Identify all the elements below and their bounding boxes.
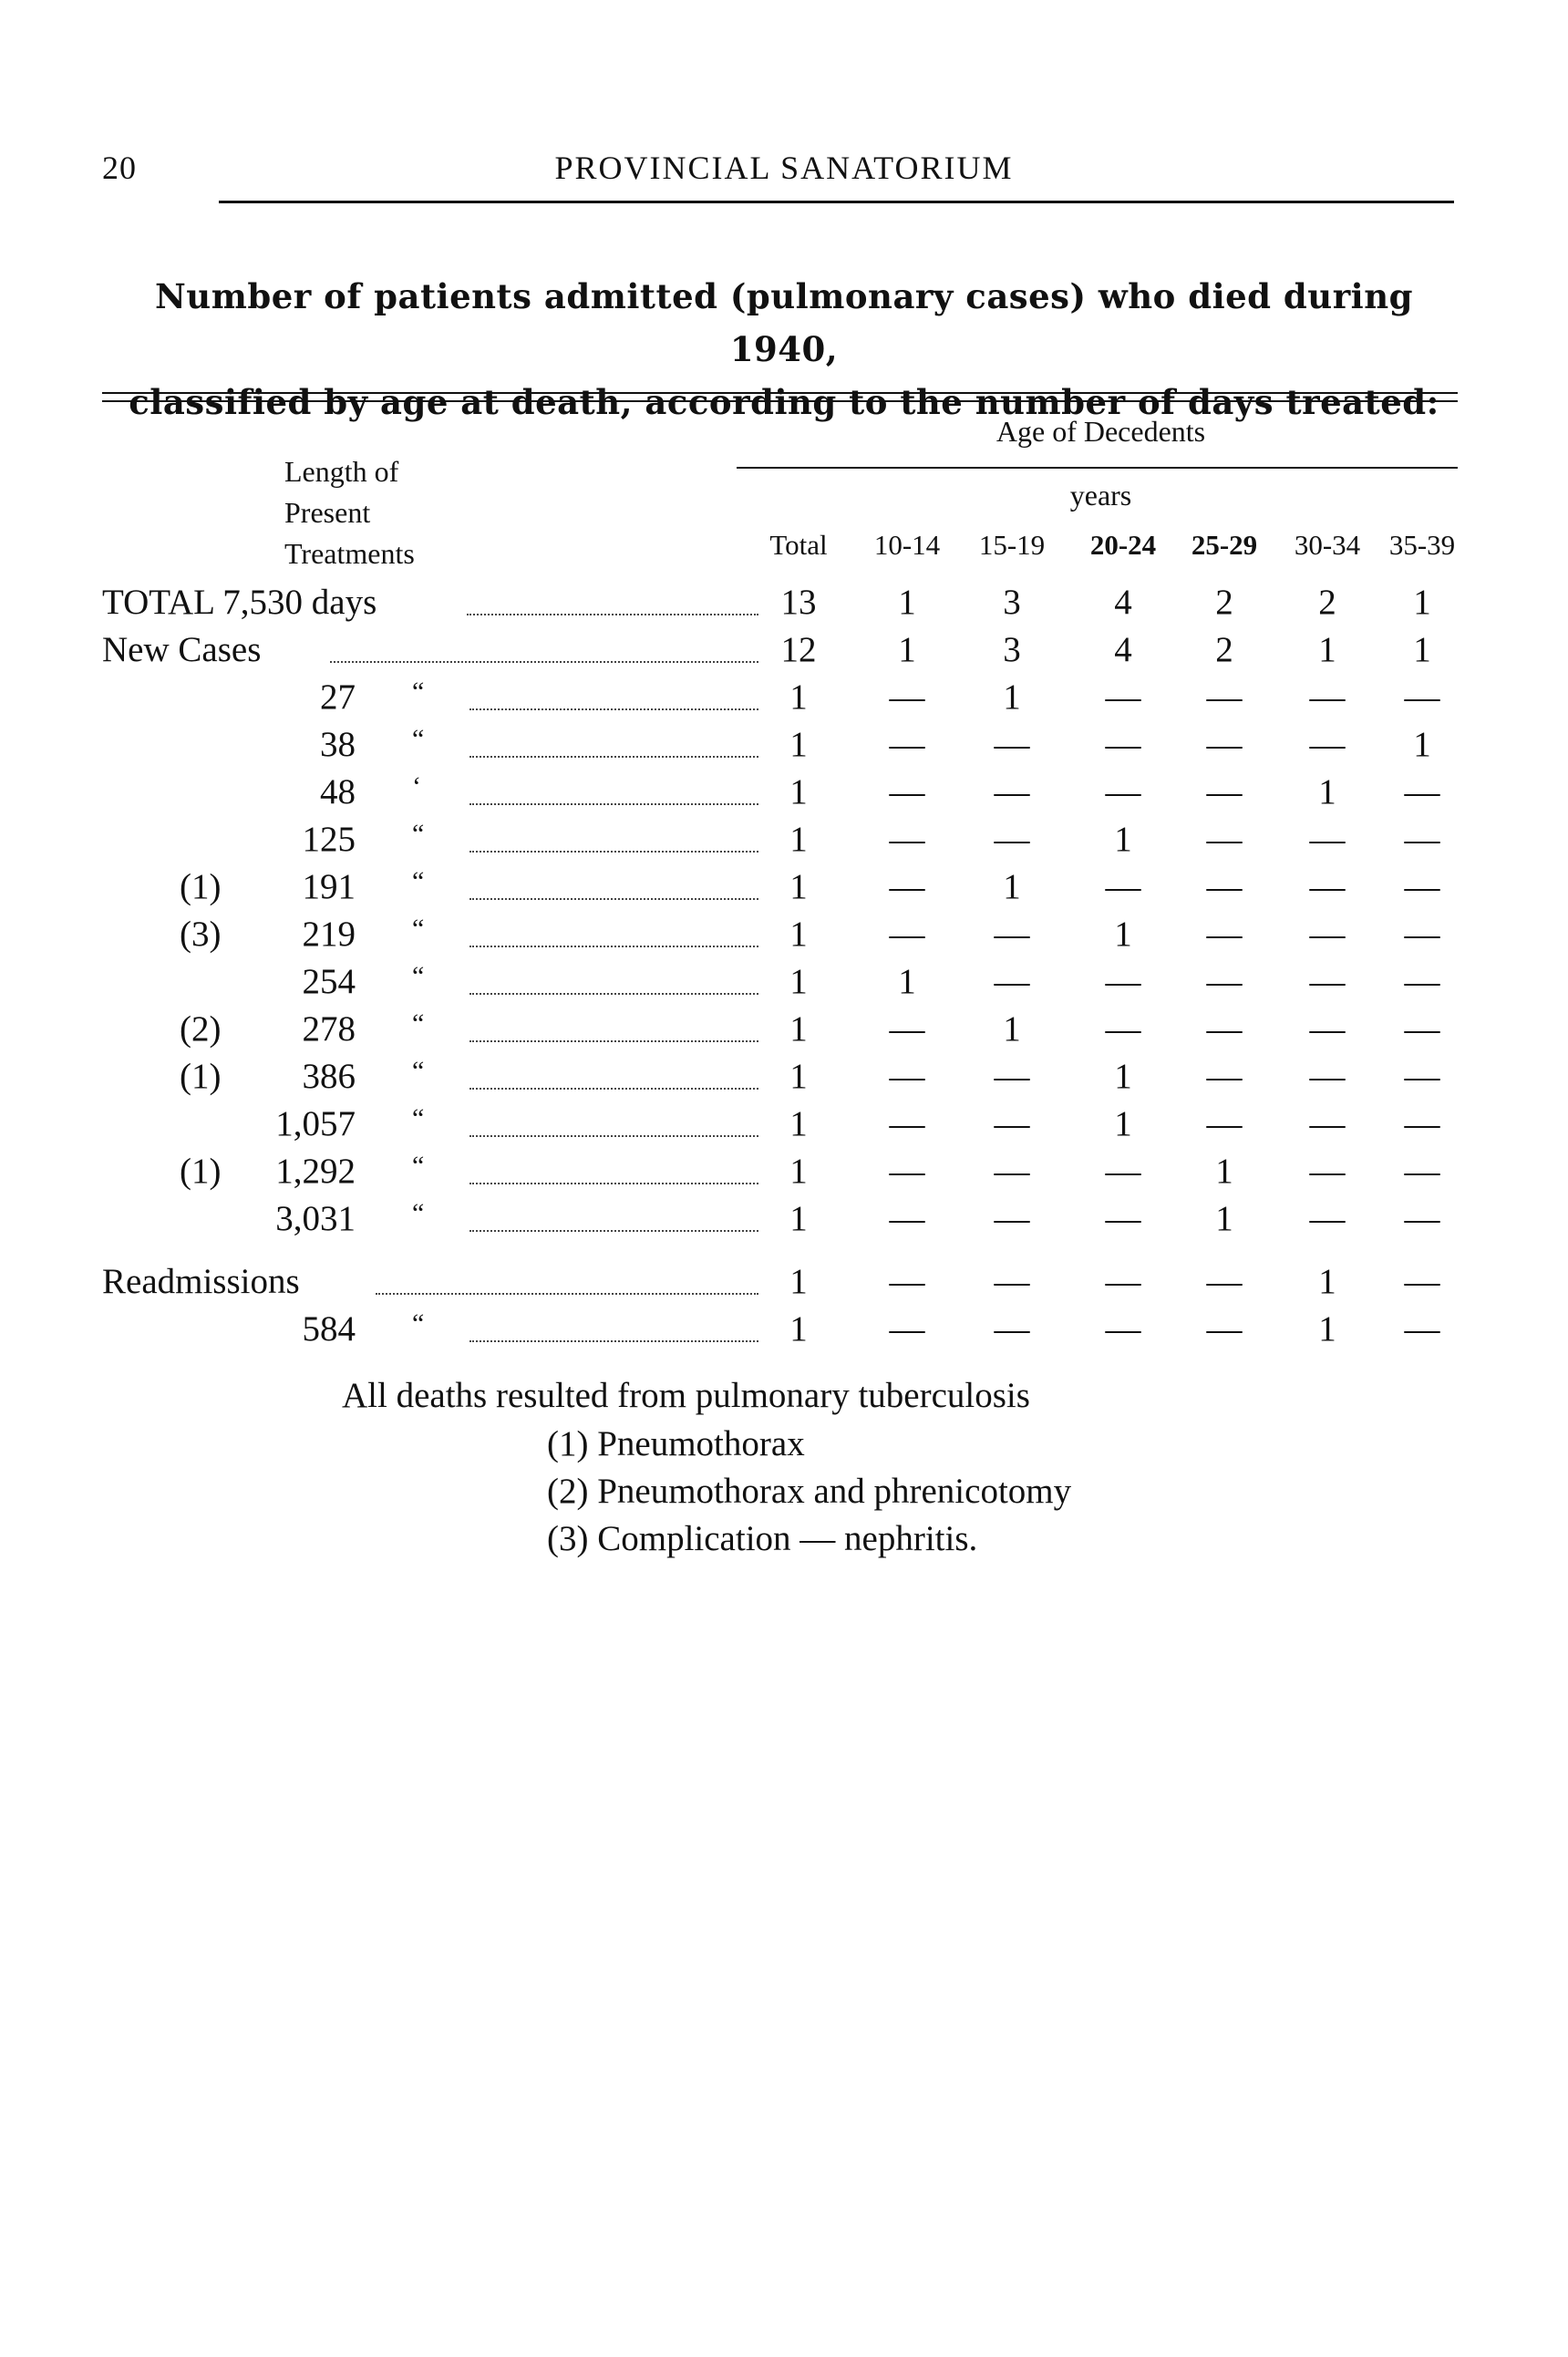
ditto-mark: “ [412, 961, 425, 991]
table-row [0, 1258, 1568, 1306]
cell-15-19: — [994, 1262, 1030, 1301]
cell-total: 1 [789, 772, 808, 812]
cell-25-29: — [1206, 1104, 1243, 1143]
cell-25-29: — [1206, 962, 1243, 1001]
cell-30-34: — [1309, 962, 1346, 1001]
cell-25-29: 1 [1215, 1199, 1233, 1238]
dot-leader [469, 849, 758, 853]
cell-15-19: — [994, 1152, 1030, 1191]
cell-30-34: — [1309, 677, 1346, 717]
row-days: 48 [320, 772, 356, 812]
cell-25-29: — [1206, 1009, 1243, 1049]
cell-35-39: 1 [1413, 583, 1431, 622]
cell-20-24: 1 [1114, 1057, 1132, 1096]
row-days: 1,057 [275, 1104, 356, 1143]
cell-35-39: — [1404, 962, 1440, 1001]
row-days: 219 [302, 915, 356, 954]
cell-10-14: — [889, 1262, 925, 1301]
row-days: 584 [302, 1309, 356, 1349]
cell-25-29: — [1206, 725, 1243, 764]
dot-leader [469, 1039, 758, 1042]
dot-leader [469, 1181, 758, 1184]
dot-leader [467, 612, 758, 615]
age-group-rule [737, 467, 1458, 469]
row-label: Readmissions [102, 1262, 300, 1301]
cell-20-24: 4 [1114, 630, 1132, 669]
table-row [0, 721, 1568, 769]
cell-35-39: — [1404, 1199, 1440, 1238]
cell-35-39: — [1404, 1057, 1440, 1096]
table-row [0, 911, 1568, 958]
cell-25-29: 1 [1215, 1152, 1233, 1191]
ditto-mark: “ [412, 1198, 425, 1228]
table-row [0, 1101, 1568, 1148]
cell-15-19: 3 [1003, 630, 1021, 669]
dot-leader [469, 1086, 758, 1090]
cell-35-39: — [1404, 772, 1440, 812]
cell-15-19: 1 [1003, 867, 1021, 906]
ditto-mark: “ [412, 677, 425, 707]
row-days: 38 [320, 725, 356, 764]
cell-30-34: 1 [1318, 772, 1336, 812]
table-caption [100, 270, 1468, 429]
dot-leader [330, 659, 758, 663]
cell-total: 1 [789, 677, 808, 717]
cell-30-34: 1 [1318, 1309, 1336, 1349]
cell-35-39: 1 [1413, 630, 1431, 669]
cell-total: 12 [780, 630, 817, 669]
ditto-mark: “ [412, 914, 425, 944]
row-days: 27 [320, 677, 356, 717]
cell-25-29: — [1206, 915, 1243, 954]
ditto-mark: “ [412, 1308, 425, 1339]
table-row [0, 1006, 1568, 1053]
column-header-35-39: 35-39 [1388, 529, 1456, 561]
column-header-20-24: 20-24 [1089, 529, 1157, 561]
cell-20-24: — [1105, 962, 1141, 1001]
cell-10-14: — [889, 1199, 925, 1238]
cell-20-24: 4 [1114, 583, 1132, 622]
cell-15-19: — [994, 772, 1030, 812]
row-label: New Cases [102, 630, 262, 669]
cell-30-34: — [1309, 1009, 1346, 1049]
table-row [0, 1053, 1568, 1101]
cell-35-39: — [1404, 915, 1440, 954]
cell-10-14: — [889, 1152, 925, 1191]
table-row [0, 769, 1568, 816]
cell-30-34: — [1309, 1057, 1346, 1096]
page-number: 20 [102, 150, 137, 186]
cell-25-29: — [1206, 1262, 1243, 1301]
cell-15-19: — [994, 820, 1030, 859]
row-days: 191 [302, 867, 356, 906]
ditto-mark: ‘ [412, 771, 421, 801]
cell-10-14: — [889, 915, 925, 954]
cell-total: 13 [780, 583, 817, 622]
table-row [0, 1306, 1568, 1353]
column-header-10-14: 10-14 [873, 529, 941, 561]
footnote-2: (2) Pneumothorax and phrenicotomy [547, 1472, 1072, 1511]
ditto-mark: “ [412, 1056, 425, 1086]
dot-leader [469, 1133, 758, 1137]
cell-15-19: 1 [1003, 677, 1021, 717]
ditto-mark: “ [412, 866, 425, 896]
dot-leader [469, 991, 758, 995]
ditto-mark: “ [412, 1008, 425, 1039]
cell-total: 1 [789, 725, 808, 764]
cell-20-24: — [1105, 867, 1141, 906]
cell-35-39: — [1404, 867, 1440, 906]
cell-10-14: — [889, 1057, 925, 1096]
cell-total: 1 [789, 1262, 808, 1301]
table-row [0, 1148, 1568, 1195]
dot-leader [469, 1228, 758, 1232]
cell-20-24: — [1105, 1199, 1141, 1238]
row-days: 386 [302, 1057, 356, 1096]
row-footnote-marker: (1) [180, 1152, 222, 1191]
header-rule [219, 201, 1454, 203]
ditto-mark: “ [412, 724, 425, 754]
cell-35-39: 1 [1413, 725, 1431, 764]
dot-leader [469, 801, 758, 805]
cell-25-29: — [1206, 677, 1243, 717]
cell-15-19: — [994, 1199, 1030, 1238]
stub-heading-line-3: Treatments [284, 537, 415, 570]
cell-10-14: 1 [898, 583, 916, 622]
cell-30-34: 1 [1318, 630, 1336, 669]
row-days: 125 [302, 820, 356, 859]
age-group-heading: Age of Decedents [995, 415, 1206, 448]
cell-20-24: 1 [1114, 1104, 1132, 1143]
cell-15-19: — [994, 1057, 1030, 1096]
table-top-rule [102, 392, 1458, 402]
cell-30-34: 1 [1318, 1262, 1336, 1301]
cell-total: 1 [789, 1104, 808, 1143]
dot-leader [469, 944, 758, 947]
row-footnote-marker: (3) [180, 915, 222, 954]
cell-15-19: — [994, 1309, 1030, 1349]
cell-10-14: — [889, 1104, 925, 1143]
ditto-mark: “ [412, 819, 425, 849]
table-row [0, 1195, 1568, 1243]
footnote-1: (1) Pneumothorax [547, 1424, 805, 1463]
footnote-intro: All deaths resulted from pulmonary tuberculosis [342, 1376, 1030, 1415]
years-subheading: years [1069, 479, 1132, 512]
cell-20-24: — [1105, 1152, 1141, 1191]
cell-10-14: — [889, 1309, 925, 1349]
cell-20-24: 1 [1114, 820, 1132, 859]
cell-30-34: — [1309, 820, 1346, 859]
cell-25-29: — [1206, 772, 1243, 812]
cell-20-24: 1 [1114, 915, 1132, 954]
column-header-25-29: 25-29 [1191, 529, 1258, 561]
row-footnote-marker: (2) [180, 1009, 222, 1049]
cell-35-39: — [1404, 1104, 1440, 1143]
row-label: TOTAL 7,530 days [102, 583, 377, 622]
stub-heading-line-2: Present [284, 496, 371, 529]
cell-10-14: — [889, 867, 925, 906]
cell-15-19: — [994, 962, 1030, 1001]
cell-35-39: — [1404, 1152, 1440, 1191]
cell-10-14: 1 [898, 630, 916, 669]
column-header-30-34: 30-34 [1294, 529, 1361, 561]
stub-heading-line-1: Length of [284, 455, 399, 488]
cell-30-34: — [1309, 725, 1346, 764]
cell-10-14: — [889, 1009, 925, 1049]
cell-20-24: — [1105, 677, 1141, 717]
cell-total: 1 [789, 1309, 808, 1349]
table-row [0, 626, 1568, 674]
dot-leader [469, 707, 758, 710]
cell-35-39: — [1404, 820, 1440, 859]
cell-25-29: 2 [1215, 583, 1233, 622]
cell-30-34: — [1309, 1199, 1346, 1238]
ditto-mark: “ [412, 1103, 425, 1133]
cell-10-14: 1 [898, 962, 916, 1001]
row-days: 3,031 [275, 1199, 356, 1238]
row-days: 278 [302, 1009, 356, 1049]
cell-25-29: — [1206, 1309, 1243, 1349]
cell-20-24: — [1105, 772, 1141, 812]
cell-total: 1 [789, 867, 808, 906]
dot-leader [376, 1291, 758, 1295]
footnote-3: (3) Complication — nephritis. [547, 1519, 978, 1558]
table-row [0, 674, 1568, 721]
running-title: PROVINCIAL SANATORIUM [554, 150, 1014, 186]
cell-10-14: — [889, 677, 925, 717]
stub-heading [284, 451, 415, 574]
cell-35-39: — [1404, 1309, 1440, 1349]
column-header-15-19: 15-19 [978, 529, 1046, 561]
cell-35-39: — [1404, 1009, 1440, 1049]
cell-15-19: — [994, 915, 1030, 954]
cell-25-29: — [1206, 867, 1243, 906]
table-row [0, 863, 1568, 911]
row-footnote-marker: (1) [180, 867, 222, 906]
cell-30-34: — [1309, 915, 1346, 954]
row-days: 254 [302, 962, 356, 1001]
cell-total: 1 [789, 1152, 808, 1191]
cell-20-24: — [1105, 1262, 1141, 1301]
cell-20-24: — [1105, 1009, 1141, 1049]
cell-10-14: — [889, 772, 925, 812]
cell-total: 1 [789, 1199, 808, 1238]
caption-line-1: Number of patients admitted (pulmonary cases) who died during 1940, [154, 276, 1414, 369]
cell-35-39: — [1404, 677, 1440, 717]
cell-30-34: 2 [1318, 583, 1336, 622]
table-row [0, 816, 1568, 863]
cell-30-34: — [1309, 867, 1346, 906]
row-footnote-marker: (1) [180, 1057, 222, 1096]
cell-30-34: — [1309, 1152, 1346, 1191]
cell-15-19: 1 [1003, 1009, 1021, 1049]
dot-leader [469, 754, 758, 758]
row-days: 1,292 [275, 1152, 356, 1191]
cell-10-14: — [889, 820, 925, 859]
cell-30-34: — [1309, 1104, 1346, 1143]
cell-25-29: — [1206, 1057, 1243, 1096]
cell-25-29: — [1206, 820, 1243, 859]
ditto-mark: “ [412, 1151, 425, 1181]
cell-total: 1 [789, 1057, 808, 1096]
caption-line-2: classified by age at death, according to the number of days treated: [129, 382, 1439, 422]
cell-total: 1 [789, 915, 808, 954]
cell-35-39: — [1404, 1262, 1440, 1301]
dot-leader [469, 1339, 758, 1342]
cell-20-24: — [1105, 725, 1141, 764]
cell-20-24: — [1105, 1309, 1141, 1349]
cell-15-19: — [994, 725, 1030, 764]
dot-leader [469, 896, 758, 900]
cell-10-14: — [889, 725, 925, 764]
cell-total: 1 [789, 962, 808, 1001]
table-row [0, 579, 1568, 626]
cell-25-29: 2 [1215, 630, 1233, 669]
cell-15-19: 3 [1003, 583, 1021, 622]
table-row [0, 958, 1568, 1006]
cell-total: 1 [789, 820, 808, 859]
cell-total: 1 [789, 1009, 808, 1049]
column-header-total: Total [769, 529, 828, 561]
cell-15-19: — [994, 1104, 1030, 1143]
